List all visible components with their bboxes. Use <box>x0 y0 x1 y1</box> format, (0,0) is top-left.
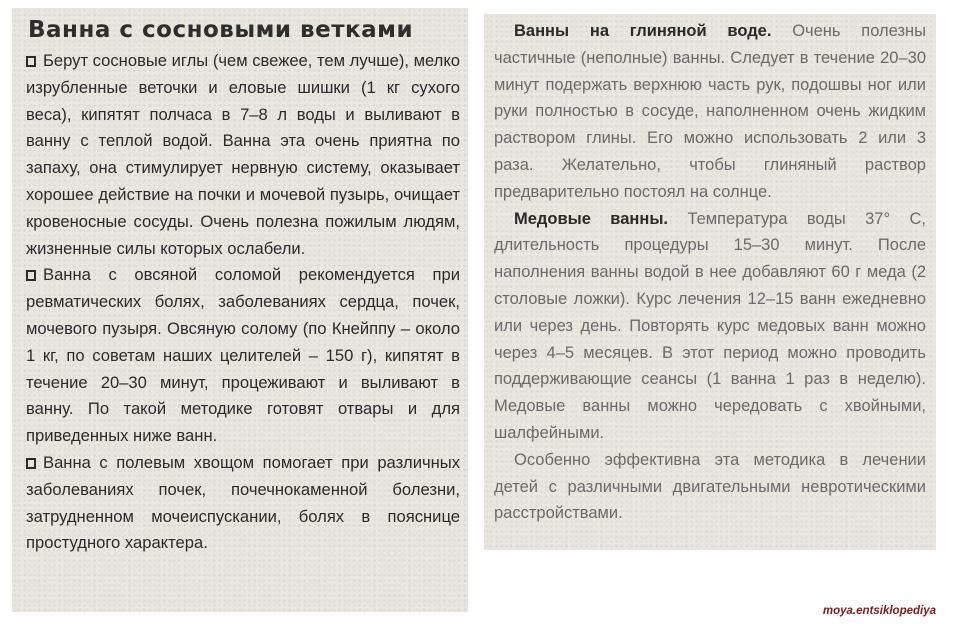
square-bullet-icon <box>26 458 36 469</box>
paragraph-text: Очень полезны частичные (неполные) ванны. Следует в течение 20–30 минут подержать верхнюю часть рук, подошвы ног или руки полностью в сосуде, наполненном очень жидким раствором глины. Его можно использовать 2 или 3 раза. Желательно, чтобы глиняный раствор предварительно постоял на солнце. <box>494 22 926 201</box>
square-bullet-icon <box>26 270 36 281</box>
paragraph-oat-straw-bath <box>26 262 460 450</box>
paragraph-text: Ванна с овсяной соломой рекомендуется при ревматических болях, заболеваниях сердца, почек, мочевого пузыря. Овсяную солому (по Кнейппу – около 1 кг, по советам наших целителей – 150 г), кипятят в течение 20–30 минут, процеживают и выливают в ванну. По такой методике готовят отвары и для приведенных ниже ванн. <box>26 265 460 446</box>
paragraph-honey-bath <box>494 206 926 447</box>
paragraph-horsetail-bath <box>26 450 460 557</box>
paragraph-clay-water-bath <box>494 18 926 206</box>
article-title: Ванна с сосновыми ветками <box>28 17 414 43</box>
paragraph-text: Ванна с полевым хвощом помогает при различных заболеваниях почек, почечнокаменной болезни, затрудненном мочеиспускании, болях в пояснице простудного характера. <box>26 452 460 553</box>
paragraph-children-note <box>494 447 926 527</box>
section-lead: Ванны на глиняной воде. <box>514 22 772 40</box>
paragraph-text: Температура воды 37° С, длительность процедуры 15–30 минут. После наполнения ванны водой в нее добавляют 60 г меда (2 столовые ложки). Курс лечения 12–15 ванн ежедневно или через день. Повторять курс медовых ванн можно через 4–5 месяцев. В этот период можно проводить поддерживающие сеансы (1 ванна 1 раз в неделю). Медовые ванны можно чередовать с хвойными, шалфейными. <box>494 209 926 442</box>
source-watermark: moya.entsiklopediya <box>822 605 936 617</box>
paragraph-pine-bath <box>26 48 460 262</box>
article-clipping-pine-bath <box>12 8 468 612</box>
article-clipping-clay-honey-baths <box>484 14 936 550</box>
paragraph-text: Берут сосновые иглы (чем свежее, тем лучше), мелко изрубленные веточки и еловые шишки (1 кг сухого веса), кипятят полчаса в 7–8 л воды и выливают в ванну с теплой водой. Ванна эта очень приятна по запаху, она стимулирует нервную систему, оказывает хорошее действие на почки и мочевой пузырь, очищает кровеносные сосуды. Очень полезна пожилым людям, жизненные силы которых ослабели. <box>26 51 461 258</box>
section-lead: Медовые ванны. <box>514 209 669 228</box>
square-bullet-icon <box>26 56 36 67</box>
paragraph-text: Особенно эффективна эта методика в лечении детей с различными двигательными невротическими расстройствами. <box>494 450 926 523</box>
